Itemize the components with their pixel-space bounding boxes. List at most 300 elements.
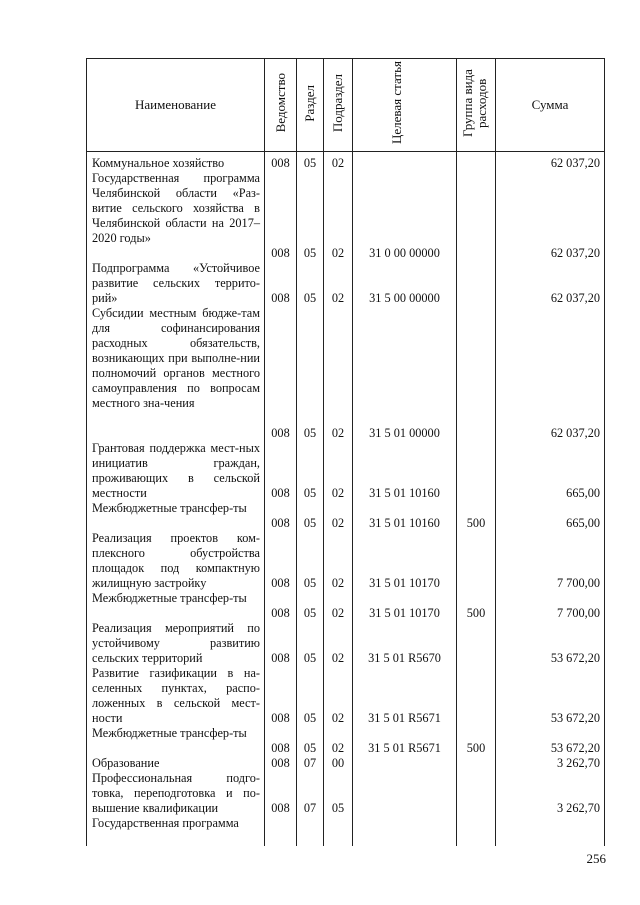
row-name: Образование xyxy=(92,756,160,770)
row-podr: 00 xyxy=(331,756,345,770)
row-podr: 02 xyxy=(331,516,345,530)
spacer xyxy=(457,501,495,516)
spacer xyxy=(324,366,352,381)
spacer xyxy=(265,786,296,801)
row-name: Межбюджетные трансфер-ты xyxy=(92,591,247,605)
spacer xyxy=(265,531,296,546)
row-name: Государственная программа xyxy=(92,816,239,830)
row-podr: 02 xyxy=(331,156,345,170)
spacer xyxy=(265,771,296,786)
spacer xyxy=(496,531,600,546)
spacer xyxy=(297,411,323,426)
spacer xyxy=(353,591,456,606)
spacer xyxy=(353,531,456,546)
row-razd: 05 xyxy=(303,741,317,755)
row-cel: 31 5 01 R5670 xyxy=(368,651,441,665)
celevaya-column xyxy=(353,152,457,847)
spacer xyxy=(324,321,352,336)
row-sum: 62 037,20 xyxy=(550,246,600,260)
row-name: Реализация проектов ком-плексного обустройства площадок под компактную жилищную застройку xyxy=(92,531,260,590)
row-cel xyxy=(353,156,456,171)
podrazdel-column xyxy=(324,152,353,847)
spacer xyxy=(496,201,600,216)
row-ved: 008 xyxy=(271,156,290,170)
row-sum: 62 037,20 xyxy=(550,426,600,440)
row-cel: 31 5 01 10170 xyxy=(369,606,440,620)
spacer xyxy=(496,666,600,681)
spacer xyxy=(353,471,456,486)
spacer xyxy=(353,306,456,321)
spacer xyxy=(297,666,323,681)
budget-table xyxy=(86,58,605,846)
spacer xyxy=(297,396,323,411)
spacer xyxy=(457,666,495,681)
row-cel: 31 0 00 00000 xyxy=(369,246,440,260)
row-cel: 31 5 01 10160 xyxy=(369,486,440,500)
spacer xyxy=(457,336,495,351)
row-razd: 07 xyxy=(303,801,317,815)
spacer xyxy=(457,381,495,396)
row-cel: 31 5 01 00000 xyxy=(369,426,440,440)
spacer xyxy=(457,726,495,741)
spacer xyxy=(457,306,495,321)
spacer xyxy=(297,186,323,201)
row-sum: 3 262,70 xyxy=(556,801,600,815)
spacer xyxy=(297,546,323,561)
row-razd: 05 xyxy=(303,246,317,260)
spacer xyxy=(496,501,600,516)
spacer xyxy=(265,231,296,246)
row-cel xyxy=(353,756,456,771)
row-cel xyxy=(353,816,456,831)
row-grp: 500 xyxy=(466,741,486,755)
page-number: 256 xyxy=(586,851,606,866)
row-razd: 05 xyxy=(303,291,317,305)
spacer xyxy=(265,561,296,576)
row-ved: 008 xyxy=(271,576,290,590)
spacer xyxy=(457,546,495,561)
spacer xyxy=(353,441,456,456)
spacer xyxy=(297,786,323,801)
spacer xyxy=(353,321,456,336)
row-cel: 31 5 00 00000 xyxy=(369,291,440,305)
spacer xyxy=(496,561,600,576)
row-razd: 05 xyxy=(303,711,317,725)
gruppa-column xyxy=(457,152,496,847)
spacer xyxy=(324,411,352,426)
spacer xyxy=(457,786,495,801)
spacer xyxy=(297,621,323,636)
spacer xyxy=(496,276,600,291)
row-sum: 7 700,00 xyxy=(556,576,600,590)
spacer xyxy=(496,336,600,351)
spacer xyxy=(496,456,600,471)
spacer xyxy=(324,591,352,606)
spacer xyxy=(324,771,352,786)
spacer xyxy=(457,276,495,291)
spacer xyxy=(457,351,495,366)
spacer xyxy=(297,561,323,576)
row-sum: 53 672,20 xyxy=(550,651,600,665)
row-razd: 05 xyxy=(303,606,317,620)
spacer xyxy=(324,726,352,741)
row-sum: 7 700,00 xyxy=(556,606,600,620)
spacer xyxy=(353,396,456,411)
spacer xyxy=(457,441,495,456)
spacer xyxy=(297,591,323,606)
spacer xyxy=(353,501,456,516)
spacer xyxy=(297,771,323,786)
spacer xyxy=(265,636,296,651)
spacer xyxy=(265,681,296,696)
spacer xyxy=(353,546,456,561)
spacer xyxy=(297,216,323,231)
spacer xyxy=(457,456,495,471)
spacer xyxy=(297,321,323,336)
spacer xyxy=(496,786,600,801)
row-razd: 05 xyxy=(303,516,317,530)
row-grp xyxy=(457,801,495,816)
spacer xyxy=(457,186,495,201)
spacer xyxy=(324,306,352,321)
spacer xyxy=(265,171,296,186)
spacer xyxy=(457,261,495,276)
table-body-row xyxy=(87,152,605,847)
spacer xyxy=(353,726,456,741)
row-ved: 008 xyxy=(271,711,290,725)
spacer xyxy=(457,201,495,216)
spacer xyxy=(297,336,323,351)
header-vedomstvo: Ведомство xyxy=(265,59,297,152)
row-podr: 02 xyxy=(331,291,345,305)
spacer xyxy=(324,666,352,681)
row-grp: 500 xyxy=(466,606,486,620)
spacer xyxy=(265,471,296,486)
spacer xyxy=(265,621,296,636)
spacer xyxy=(496,471,600,486)
row-grp xyxy=(457,246,495,261)
spacer xyxy=(353,186,456,201)
spacer xyxy=(324,276,352,291)
row-podr: 02 xyxy=(331,651,345,665)
spacer xyxy=(353,681,456,696)
spacer xyxy=(297,456,323,471)
row-name: Реализация мероприятий по устойчивому развитию сельских территорий xyxy=(92,621,260,665)
razdel-column xyxy=(297,152,324,847)
spacer xyxy=(324,171,352,186)
spacer xyxy=(457,396,495,411)
spacer xyxy=(496,546,600,561)
spacer xyxy=(496,621,600,636)
spacer xyxy=(496,321,600,336)
row-ved: 008 xyxy=(271,801,290,815)
spacer xyxy=(297,636,323,651)
spacer xyxy=(265,366,296,381)
spacer xyxy=(353,261,456,276)
row-podr: 02 xyxy=(331,486,345,500)
spacer xyxy=(457,636,495,651)
header-gruppa: Группа вида расходов xyxy=(457,59,496,152)
spacer xyxy=(297,501,323,516)
spacer xyxy=(353,636,456,651)
spacer xyxy=(324,636,352,651)
spacer xyxy=(324,186,352,201)
spacer xyxy=(496,306,600,321)
spacer xyxy=(457,591,495,606)
spacer xyxy=(297,171,323,186)
row-grp xyxy=(457,486,495,501)
spacer xyxy=(265,501,296,516)
spacer xyxy=(353,201,456,216)
spacer xyxy=(353,381,456,396)
spacer xyxy=(265,696,296,711)
row-podr: 02 xyxy=(331,711,345,725)
spacer xyxy=(265,456,296,471)
header-razdel: Раздел xyxy=(297,59,324,152)
spacer xyxy=(496,726,600,741)
spacer xyxy=(265,546,296,561)
spacer xyxy=(457,561,495,576)
spacer xyxy=(265,201,296,216)
header-celevaya: Целевая статья xyxy=(353,59,457,152)
row-razd: 05 xyxy=(303,651,317,665)
row-razd: 05 xyxy=(303,486,317,500)
spacer xyxy=(353,411,456,426)
spacer xyxy=(496,231,600,246)
row-podr: 02 xyxy=(331,576,345,590)
spacer xyxy=(265,381,296,396)
spacer xyxy=(324,231,352,246)
spacer xyxy=(457,216,495,231)
row-grp xyxy=(457,651,495,666)
spacer xyxy=(265,321,296,336)
spacer xyxy=(324,786,352,801)
spacer xyxy=(297,726,323,741)
row-name: Межбюджетные трансфер-ты xyxy=(92,501,247,515)
spacer xyxy=(324,336,352,351)
spacer xyxy=(496,696,600,711)
spacer xyxy=(324,696,352,711)
spacer xyxy=(353,786,456,801)
row-razd: 07 xyxy=(303,756,317,770)
spacer xyxy=(297,381,323,396)
row-ved: 008 xyxy=(271,606,290,620)
spacer xyxy=(297,681,323,696)
row-podr: 02 xyxy=(331,246,345,260)
spacer xyxy=(297,531,323,546)
row-ved: 008 xyxy=(271,426,290,440)
spacer xyxy=(353,666,456,681)
spacer xyxy=(324,351,352,366)
row-grp xyxy=(457,576,495,591)
spacer xyxy=(496,441,600,456)
spacer xyxy=(353,351,456,366)
spacer xyxy=(324,681,352,696)
spacer xyxy=(353,696,456,711)
row-razd xyxy=(297,816,323,831)
row-razd: 05 xyxy=(303,156,317,170)
spacer xyxy=(457,681,495,696)
spacer xyxy=(496,366,600,381)
row-grp xyxy=(457,291,495,306)
spacer xyxy=(353,456,456,471)
row-name: Государственная программа Челябинской области «Раз-витие сельского хозяйства в Челябинской области на 2017–2020 годы» xyxy=(92,171,260,245)
row-sum: 62 037,20 xyxy=(550,291,600,305)
header-name: Наименование xyxy=(87,59,265,152)
row-sum xyxy=(496,816,600,831)
spacer xyxy=(457,696,495,711)
row-cel: 31 5 01 R5671 xyxy=(368,711,441,725)
row-name: Межбюджетные трансфер-ты xyxy=(92,726,247,740)
row-podr: 02 xyxy=(331,741,345,755)
spacer xyxy=(496,771,600,786)
table-header-row xyxy=(87,59,605,152)
spacer xyxy=(496,186,600,201)
spacer xyxy=(353,276,456,291)
spacer xyxy=(324,456,352,471)
spacer xyxy=(265,351,296,366)
row-sum: 665,00 xyxy=(566,486,600,500)
row-grp xyxy=(457,816,495,831)
row-name: Грантовая поддержка мест-ных инициатив граждан, проживающих в сельской местности xyxy=(92,441,260,500)
spacer xyxy=(457,321,495,336)
spacer xyxy=(496,591,600,606)
row-sum: 53 672,20 xyxy=(550,741,600,755)
spacer xyxy=(265,396,296,411)
row-podr xyxy=(324,816,352,831)
spacer xyxy=(324,531,352,546)
row-ved: 008 xyxy=(271,651,290,665)
spacer xyxy=(353,366,456,381)
spacer xyxy=(457,171,495,186)
spacer xyxy=(297,261,323,276)
row-cel: 31 5 01 R5671 xyxy=(368,741,441,755)
row-name: Субсидии местным бюдже-там для софинансирования расходных обязательств, возникающих при выполне-нии полномочий органов местного самоуправления по вопросам местного зна-чения xyxy=(92,306,260,410)
spacer xyxy=(353,216,456,231)
row-sum: 665,00 xyxy=(566,516,600,530)
spacer xyxy=(265,261,296,276)
spacer xyxy=(324,216,352,231)
row-sum: 53 672,20 xyxy=(550,711,600,725)
spacer xyxy=(496,381,600,396)
row-grp xyxy=(457,756,495,771)
spacer xyxy=(353,336,456,351)
spacer xyxy=(324,396,352,411)
spacer xyxy=(324,621,352,636)
spacer xyxy=(457,771,495,786)
spacer xyxy=(265,186,296,201)
spacer xyxy=(297,351,323,366)
summa-column xyxy=(496,152,605,847)
row-name: Подпрограмма «Устойчивое развитие сельских террито-рий» xyxy=(92,261,260,305)
spacer xyxy=(297,441,323,456)
row-cel xyxy=(353,801,456,816)
spacer xyxy=(324,201,352,216)
spacer xyxy=(297,276,323,291)
spacer xyxy=(265,726,296,741)
row-ved: 008 xyxy=(271,741,290,755)
row-cel: 31 5 01 10160 xyxy=(369,516,440,530)
spacer xyxy=(457,621,495,636)
names-column xyxy=(87,152,265,847)
spacer xyxy=(265,666,296,681)
row-razd: 05 xyxy=(303,576,317,590)
row-grp: 500 xyxy=(466,516,486,530)
spacer xyxy=(353,171,456,186)
row-name: Развитие газификации в на-селенных пунктах, распо-ложенных в сельской мест-ности xyxy=(92,666,260,725)
spacer xyxy=(324,561,352,576)
row-podr: 02 xyxy=(331,426,345,440)
spacer xyxy=(297,231,323,246)
row-sum: 62 037,20 xyxy=(550,156,600,170)
spacer xyxy=(324,471,352,486)
spacer xyxy=(496,396,600,411)
spacer xyxy=(496,351,600,366)
spacer xyxy=(265,591,296,606)
spacer xyxy=(496,171,600,186)
row-ved xyxy=(265,816,296,831)
spacer xyxy=(496,411,600,426)
spacer xyxy=(353,231,456,246)
spacer xyxy=(324,501,352,516)
spacer xyxy=(324,381,352,396)
row-sum: 3 262,70 xyxy=(556,756,600,770)
header-podrazdel: Подраздел xyxy=(324,59,353,152)
spacer xyxy=(265,336,296,351)
spacer xyxy=(297,471,323,486)
row-grp xyxy=(457,156,495,171)
row-ved: 008 xyxy=(271,516,290,530)
vedomstvo-column xyxy=(265,152,297,847)
spacer xyxy=(457,471,495,486)
spacer xyxy=(457,531,495,546)
row-name: Профессиональная подго-товка, переподготовка и по-вышение квалификации xyxy=(92,771,260,815)
spacer xyxy=(324,441,352,456)
row-ved: 008 xyxy=(271,486,290,500)
spacer xyxy=(265,216,296,231)
spacer xyxy=(297,696,323,711)
spacer xyxy=(457,231,495,246)
spacer xyxy=(265,441,296,456)
spacer xyxy=(457,366,495,381)
spacer xyxy=(265,306,296,321)
row-podr: 05 xyxy=(331,801,345,815)
spacer xyxy=(353,621,456,636)
row-razd: 05 xyxy=(303,426,317,440)
row-name: Коммунальное хозяйство xyxy=(92,156,225,170)
row-ved: 008 xyxy=(271,291,290,305)
header-summa: Сумма xyxy=(496,59,605,152)
spacer xyxy=(265,411,296,426)
spacer xyxy=(496,216,600,231)
spacer xyxy=(496,681,600,696)
row-podr: 02 xyxy=(331,606,345,620)
spacer xyxy=(297,306,323,321)
spacer xyxy=(265,276,296,291)
spacer xyxy=(457,411,495,426)
row-grp xyxy=(457,426,495,441)
spacer xyxy=(353,771,456,786)
spacer xyxy=(353,561,456,576)
spacer xyxy=(324,546,352,561)
spacer xyxy=(496,261,600,276)
row-cel: 31 5 01 10170 xyxy=(369,576,440,590)
spacer xyxy=(324,261,352,276)
row-ved: 008 xyxy=(271,246,290,260)
spacer xyxy=(496,636,600,651)
row-grp xyxy=(457,711,495,726)
spacer xyxy=(297,201,323,216)
